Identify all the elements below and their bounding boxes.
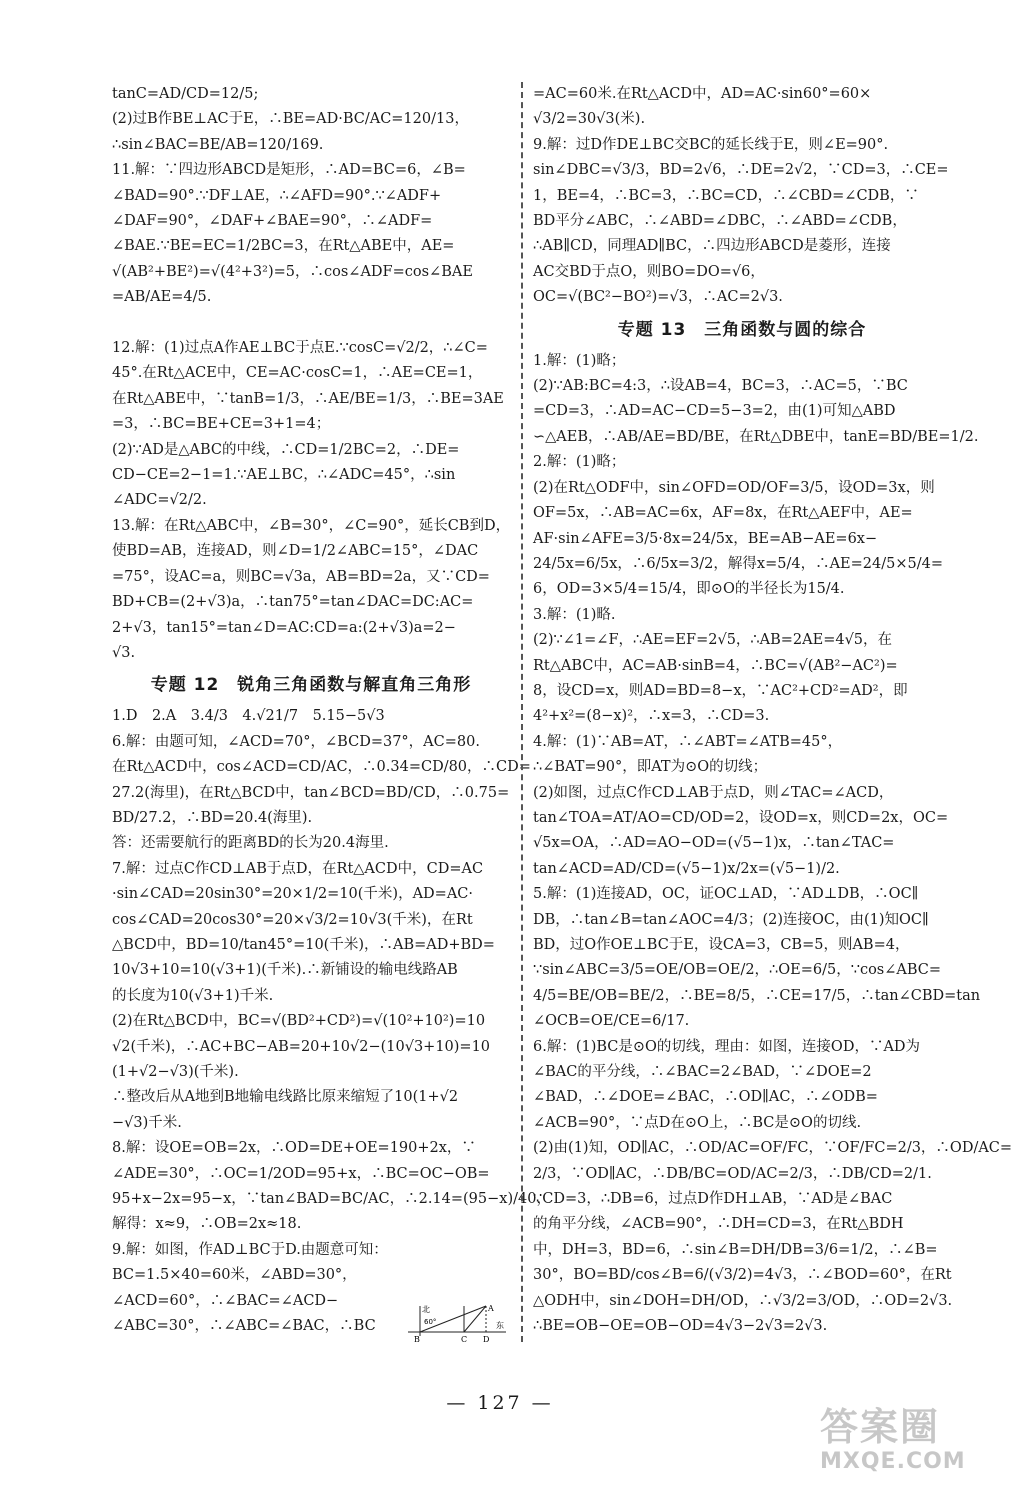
right-line: 1.解：(1)略； bbox=[533, 352, 626, 369]
right-line: =AC=60米.在Rt△ACD中，AD=AC·sin60°=60× bbox=[533, 86, 872, 102]
right-line: AC交BD于点O，则BO=DO=√6， bbox=[533, 263, 765, 280]
left-line: √3. bbox=[112, 644, 136, 661]
left-line: ∠ABC=30°，∴∠ABC=∠BAC，∴BC bbox=[112, 1318, 376, 1335]
right-column bbox=[533, 82, 1012, 1340]
right-line: ∽△AEB，∴AB/AE=BD/BE，在Rt△DBE中，tanE=BD/BE=1/2. bbox=[533, 428, 979, 445]
right-line: √3/2=30√3(米). bbox=[533, 111, 646, 128]
left-line: tanC=AD/CD=12/5; bbox=[112, 86, 259, 102]
north-label: 北 bbox=[422, 1305, 430, 1314]
point-b-label: B bbox=[414, 1335, 420, 1344]
left-solutions-part-2 bbox=[112, 704, 551, 1339]
left-line: 在Rt△ACD中，cos∠ACD=CD/AC，∴0.34=CD/80，∴CD= bbox=[112, 759, 531, 776]
left-line: (1+√2−√3)(千米). bbox=[112, 1064, 239, 1081]
right-line: 6.解：(1)BC是⊙O的切线，理由：如图，连接OD，∵AD为 bbox=[533, 1038, 921, 1055]
section-heading-12: 专题 12 锐角三角函数与解直角三角形 bbox=[150, 675, 472, 696]
right-line: ∠BAC的平分线，∴∠BAC=2∠BAD，∵∠DOE=2 bbox=[533, 1064, 872, 1081]
right-line: tan∠TOA=AT/AO=CD/OD=2，设OD=x，则CD=2x，OC= bbox=[533, 809, 949, 826]
left-line: √(AB²+BE²)=√(4²+3²)=5，∴cos∠ADF=cos∠BAE bbox=[112, 263, 473, 280]
right-line: ∴BE=OB−OE=OB−OD=4√3−2√3=2√3. bbox=[533, 1318, 828, 1335]
left-line: =AB/AE=4/5. bbox=[112, 289, 212, 306]
right-solutions-part-2 bbox=[533, 349, 1012, 1340]
right-line: 2/3，∵OD∥AC，∴DB/BC=OD/AC=2/3，∴DB/CD=2/1. bbox=[533, 1165, 932, 1182]
right-line: 8，设CD=x，则AD=BD=8−x，∵AC²+CD²=AD²，即 bbox=[533, 682, 908, 699]
east-label: 东 bbox=[496, 1321, 504, 1330]
left-line: 使BD=AB，连接AD，则∠D=1/2∠ABC=15°，∠DAC bbox=[112, 543, 479, 560]
left-line: 95+x−2x=95−x，∵tan∠BAD=BC/AC，∴2.14=(95−x)/40， bbox=[112, 1191, 551, 1208]
left-line: 2+√3，tan15°=tan∠D=AC:CD=a:(2+√3)a=2− bbox=[112, 619, 456, 636]
left-line: cos∠CAD=20cos30°=20×√3/2=10√3(千米)，在Rt bbox=[112, 911, 473, 928]
right-line: 9.解：过D作DE⊥BC交BC的延长线于E，则∠E=90°. bbox=[533, 136, 889, 153]
left-line: ∠BAE.∵BE=EC=1/2BC=3，在Rt△ABE中，AE= bbox=[112, 238, 455, 255]
left-line: ∠DAF=90°，∠DAF+∠BAE=90°，∴∠ADF= bbox=[112, 213, 433, 230]
left-line: CD−CE=2−1=1.∵AE⊥BC，∴∠ADC=45°，∴sin bbox=[112, 467, 456, 484]
right-line: DB，∴tan∠B=tan∠AOC=4/3；(2)连接OC，由(1)知OC∥ bbox=[533, 911, 929, 928]
right-line: △ODH中，sin∠DOH=DH/OD，∴√3/2=3/OD，∴OD=2√3. bbox=[533, 1292, 953, 1309]
left-line: 13.解：在Rt△ABC中，∠B=30°，∠C=90°，延长CB到D， bbox=[112, 517, 511, 534]
right-line: 5.解：(1)连接AD，OC，证OC⊥AD，∵AD⊥DB，∴OC∥ bbox=[533, 886, 919, 903]
right-line: BD，过O作OE⊥BC于E，设CA=3，CB=5，则AB=4， bbox=[533, 937, 910, 953]
point-d-label: D bbox=[483, 1335, 490, 1344]
right-line: (2)在Rt△ODF中，sin∠OFD=OD/OF=3/5，设OD=3x，则 bbox=[533, 479, 935, 496]
point-c-label: C bbox=[461, 1335, 468, 1344]
right-line: ∠ACB=90°，∵点D在⊙O上，∴BC是⊙O的切线. bbox=[533, 1114, 862, 1131]
left-line: 解得：x≈9，∴OB=2x≈18. bbox=[112, 1216, 302, 1233]
left-line: BD/27.2，∴BD=20.4(海里). bbox=[112, 809, 313, 826]
right-line: 6，OD=3×5/4=15/4，即⊙O的半径长为15/4. bbox=[533, 581, 845, 598]
left-line: (2)在Rt△BCD中，BC=√(BD²+CD²)=√(10²+10²)=10 bbox=[112, 1013, 486, 1030]
left-line: BD+CB=(2+√3)a，∴tan75°=tan∠DAC=DC:AC= bbox=[112, 594, 474, 611]
left-line: =75°，设AC=a，则BC=√3a，AB=BD=2a，又∵CD= bbox=[112, 568, 490, 585]
left-line: =3，∴BC=BE+CE=3+1=4； bbox=[112, 416, 331, 433]
left-line: ∠ADC=√2/2. bbox=[112, 492, 207, 509]
left-solutions-part-1 bbox=[112, 82, 510, 666]
left-line: ∠ADE=30°，∴OC=1/2OD=95+x，∴BC=OC−OB= bbox=[112, 1165, 490, 1182]
watermark-url: MXQE.COM bbox=[820, 1449, 966, 1474]
left-line: ·sin∠CAD=20sin30°=20×1/2=10(千米)，AD=AC· bbox=[112, 886, 474, 903]
left-line: △BCD中，BD=10/tan45°=10(千米)，∴AB=AD+BD= bbox=[112, 936, 495, 953]
watermark-logo-text: 答案圈 bbox=[820, 1405, 941, 1449]
right-line: 的角平分线，∠ACB=90°，∴DH=CD=3，在Rt△BDH bbox=[533, 1216, 904, 1233]
right-line: sin∠DBC=√3/3，BD=2√6，∴DE=2√2，∵CD=3，∴CE= bbox=[533, 162, 949, 179]
left-line: 11.解：∵四边形ABCD是矩形，∴AD=BC=6，∠B= bbox=[112, 162, 466, 179]
left-line: 9.解：如图，作AD⊥BC于D.由题意可知： bbox=[112, 1241, 388, 1258]
right-line: (2)如图，过点C作CD⊥AB于点D，则∠TAC=∠ACD， bbox=[533, 784, 894, 801]
left-line: 45°.在Rt△ACE中，CE=AC·cosC=1，∴AE=CE=1， bbox=[112, 365, 483, 382]
right-line: 30°，BO=BD/cos∠B=6/(√3/2)=4√3，∴∠BOD=60°，在Rt bbox=[533, 1267, 952, 1284]
left-line: ∴整改后从A地到B地输电线路比原来缩短了10(1+√2 bbox=[112, 1089, 459, 1106]
page-number: — 127 — bbox=[446, 1392, 554, 1414]
column-divider bbox=[521, 82, 523, 1342]
right-line: =CD=3，∴AD=AC−CD=5−3=2，由(1)可知△ABD bbox=[533, 403, 896, 420]
right-line: 24/5x=6/5x，∴6/5x=3/2，解得x=5/4，∴AE=24/5×5/4= bbox=[533, 555, 943, 572]
right-line: (2)由(1)知，OD∥AC，∴OD/AC=OF/FC，∵OF/FC=2/3，∴OD/AC= bbox=[533, 1140, 1012, 1157]
left-line: (2)过B作BE⊥AC于E，∴BE=AD·BC/AC=120/13， bbox=[112, 111, 469, 128]
left-line: √2(千米)，∴AC+BC−AB=20+10√2−(10√3+10)=10 bbox=[112, 1038, 491, 1055]
watermark-logo bbox=[820, 1405, 990, 1479]
left-line: −√3)千米. bbox=[112, 1114, 182, 1131]
right-line: OF=5x，∴AB=AC=6x，AF=8x，在Rt△AEF中，AE= bbox=[533, 505, 913, 522]
left-line: ∠ACD=60°，∴∠BAC=∠ACD− bbox=[112, 1292, 339, 1309]
left-column bbox=[112, 82, 551, 1339]
right-line: ∵CD=3，∴DB=6，过点D作DH⊥AB，∵AD是∠BAC bbox=[533, 1191, 893, 1208]
left-line: BC=1.5×40=60米，∠ABD=30°， bbox=[112, 1267, 357, 1284]
right-line: OC=√(BC²−BO²)=√3，∴AC=2√3. bbox=[533, 289, 783, 306]
left-line: ∴sin∠BAC=BE/AB=120/169. bbox=[112, 136, 324, 153]
right-line: 2.解：(1)略； bbox=[533, 454, 626, 471]
section-heading-13: 专题 13 三角函数与圆的综合 bbox=[617, 319, 867, 340]
left-line: ∠BAD=90°.∵DF⊥AE，∴∠AFD=90°.∵∠ADF+ bbox=[112, 187, 442, 204]
right-line: 3.解：(1)略. bbox=[533, 606, 616, 623]
left-line: 10√3+10=10(√3+1)(千米).∴新铺设的输电线路AB bbox=[112, 962, 458, 979]
left-line: 答：还需要航行的距离BD的长为20.4海里. bbox=[112, 835, 389, 852]
right-line: ∵sin∠ABC=3/5=OE/OB=OE/2，∴OE=6/5，∵cos∠ABC= bbox=[533, 962, 942, 979]
right-line: 中，DH=3，BD=6，∴sin∠B=DH/DB=3/6=1/2，∴∠B= bbox=[533, 1241, 938, 1258]
right-line: ∴∠BAT=90°，即AT为⊙O的切线； bbox=[533, 759, 768, 776]
left-line: 的长度为10(√3+1)千米. bbox=[112, 987, 274, 1004]
right-line: (2)∵AB:BC=4:3，∴设AB=4，BC=3，∴AC=5，∵BC bbox=[533, 378, 908, 395]
point-a-label: A bbox=[488, 1304, 494, 1313]
right-line: ∠OCB=OE/CE=6/17. bbox=[533, 1013, 690, 1030]
left-line: 在Rt△ABE中，∵tanB=1/3，∴AE/BE=1/3，∴BE=3AE bbox=[112, 390, 504, 407]
navigation-diagram bbox=[402, 1302, 512, 1344]
left-line: 8.解：设OE=OB=2x，∴OD=DE+OE=190+2x，∵ bbox=[112, 1140, 476, 1157]
left-line: 6.解：由题可知，∠ACD=70°，∠BCD=37°，AC=80. bbox=[112, 733, 480, 750]
right-line: √5x=OA，∴AD=AO−OD=(√5−1)x，∴tan∠TAC= bbox=[533, 835, 895, 852]
right-line: BD平分∠ABC，∴∠ABD=∠DBC，∴∠ABD=∠CDB， bbox=[533, 213, 907, 230]
right-line: AF·sin∠AFE=3/5·8x=24/5x，BE=AB−AE=6x− bbox=[533, 530, 878, 547]
right-line: tan∠ACD=AD/CD=(√5−1)x/2x=(√5−1)/2. bbox=[533, 860, 840, 877]
right-line: ∴AB∥CD，同理AD∥BC，∴四边形ABCD是菱形，连接 bbox=[533, 238, 891, 255]
left-line: (2)∵AD是△ABC的中线，∴CD=1/2BC=2，∴DE= bbox=[112, 441, 460, 458]
angle-label: 60° bbox=[424, 1318, 437, 1326]
left-line bbox=[112, 311, 510, 336]
right-line: Rt△ABC中，AC=AB·sinB=4，∴BC=√(AB²−AC²)= bbox=[533, 657, 898, 674]
left-line: 27.2(海里)，在Rt△BCD中，tan∠BCD=BD/CD，∴0.75= bbox=[112, 784, 510, 801]
left-line: 1.D 2.A 3.4/3 4.√21/7 5.15−5√3 bbox=[112, 708, 385, 725]
right-line: 4.解：(1)∵AB=AT，∴∠ABT=∠ATB=45°， bbox=[533, 733, 843, 750]
right-line: ∠BAD，∴∠DOE=∠BAC，∴OD∥AC，∴∠ODB= bbox=[533, 1089, 878, 1106]
right-line: (2)∵∠1=∠F，∴AE=EF=2√5，∴AB=2AE=4√5，在 bbox=[533, 632, 893, 649]
right-solutions-part-1 bbox=[533, 82, 951, 311]
left-line: 12.解：(1)过点A作AE⊥BC于点E.∵cosC=√2/2，∴∠C= bbox=[112, 340, 488, 357]
left-line: 7.解：过点C作CD⊥AB于点D，在Rt△ACD中，CD=AC bbox=[112, 860, 484, 877]
right-line: 4/5=BE/OB=BE/2，∴BE=8/5，∴CE=17/5，∴tan∠CBD=tan bbox=[533, 987, 981, 1004]
right-line: 4²+x²=(8−x)²，∴x=3，∴CD=3. bbox=[533, 708, 770, 725]
right-line: 1，BE=4，∴BC=3，∴BC=CD，∴∠CBD=∠CDB，∵ bbox=[533, 187, 919, 204]
